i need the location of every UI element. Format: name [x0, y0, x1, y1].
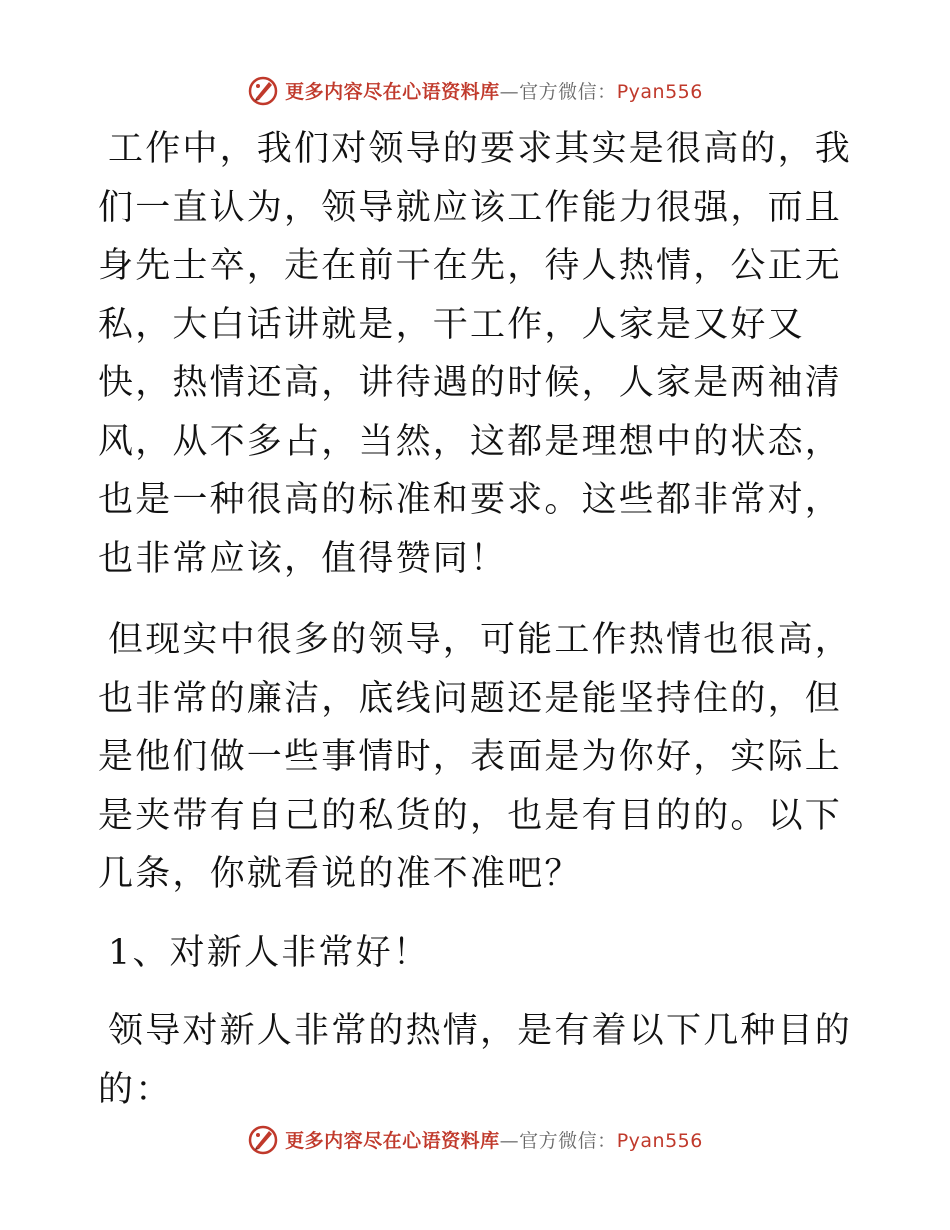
- footer-wechat-label: 官方微信：: [519, 1129, 617, 1152]
- footer-banner-main: 更多内容尽在心语资料库: [285, 1129, 500, 1152]
- header-wechat-label: 官方微信：: [519, 80, 617, 103]
- paragraph-3: 领导对新人非常的热情，是有着以下几种目的的：: [98, 1011, 853, 1110]
- footer-wechat-id: Pyan556: [616, 1129, 703, 1152]
- paragraph-1: 工作中，我们对领导的要求其实是很高的，我们一直认为，领导就应该工作能力很强，而且身先士卒，走在前干在先，待人热情，公正无私，大白话讲就是，干工作，人家是又好又快，热情还高，讲待遇的时候，人家是两袖清风，从不多占，当然，这都是理想中的状态，也是一种很高的标准和要求。这些都非常对，也非常应该，值得赞同！: [98, 129, 853, 579]
- header-banner-content: [247, 74, 703, 106]
- header-banner-main: 更多内容尽在心语资料库: [285, 80, 500, 103]
- paragraph-2: 但现实中很多的领导，可能工作热情也很高，也非常的廉洁，底线问题还是能坚持住的，但是他们做一些事情时，表面是为你好，实际上是夹带有自己的私货的，也是有目的的。以下几条，你就看说的准不准吧？: [98, 620, 853, 894]
- header-wechat-id: Pyan556: [616, 80, 703, 103]
- footer-banner-text: [285, 1126, 703, 1153]
- pen-logo-icon: [247, 74, 279, 106]
- header-banner: [0, 70, 950, 110]
- document-body: [98, 120, 858, 1141]
- footer-banner-separator: —: [499, 1129, 520, 1152]
- footer-banner: [0, 1119, 950, 1159]
- footer-banner-content: [247, 1123, 703, 1155]
- header-banner-separator: —: [499, 80, 520, 103]
- list-heading-1: 1、对新人非常好！: [108, 932, 431, 973]
- pen-logo-icon: [247, 1123, 279, 1155]
- header-banner-text: [285, 77, 703, 104]
